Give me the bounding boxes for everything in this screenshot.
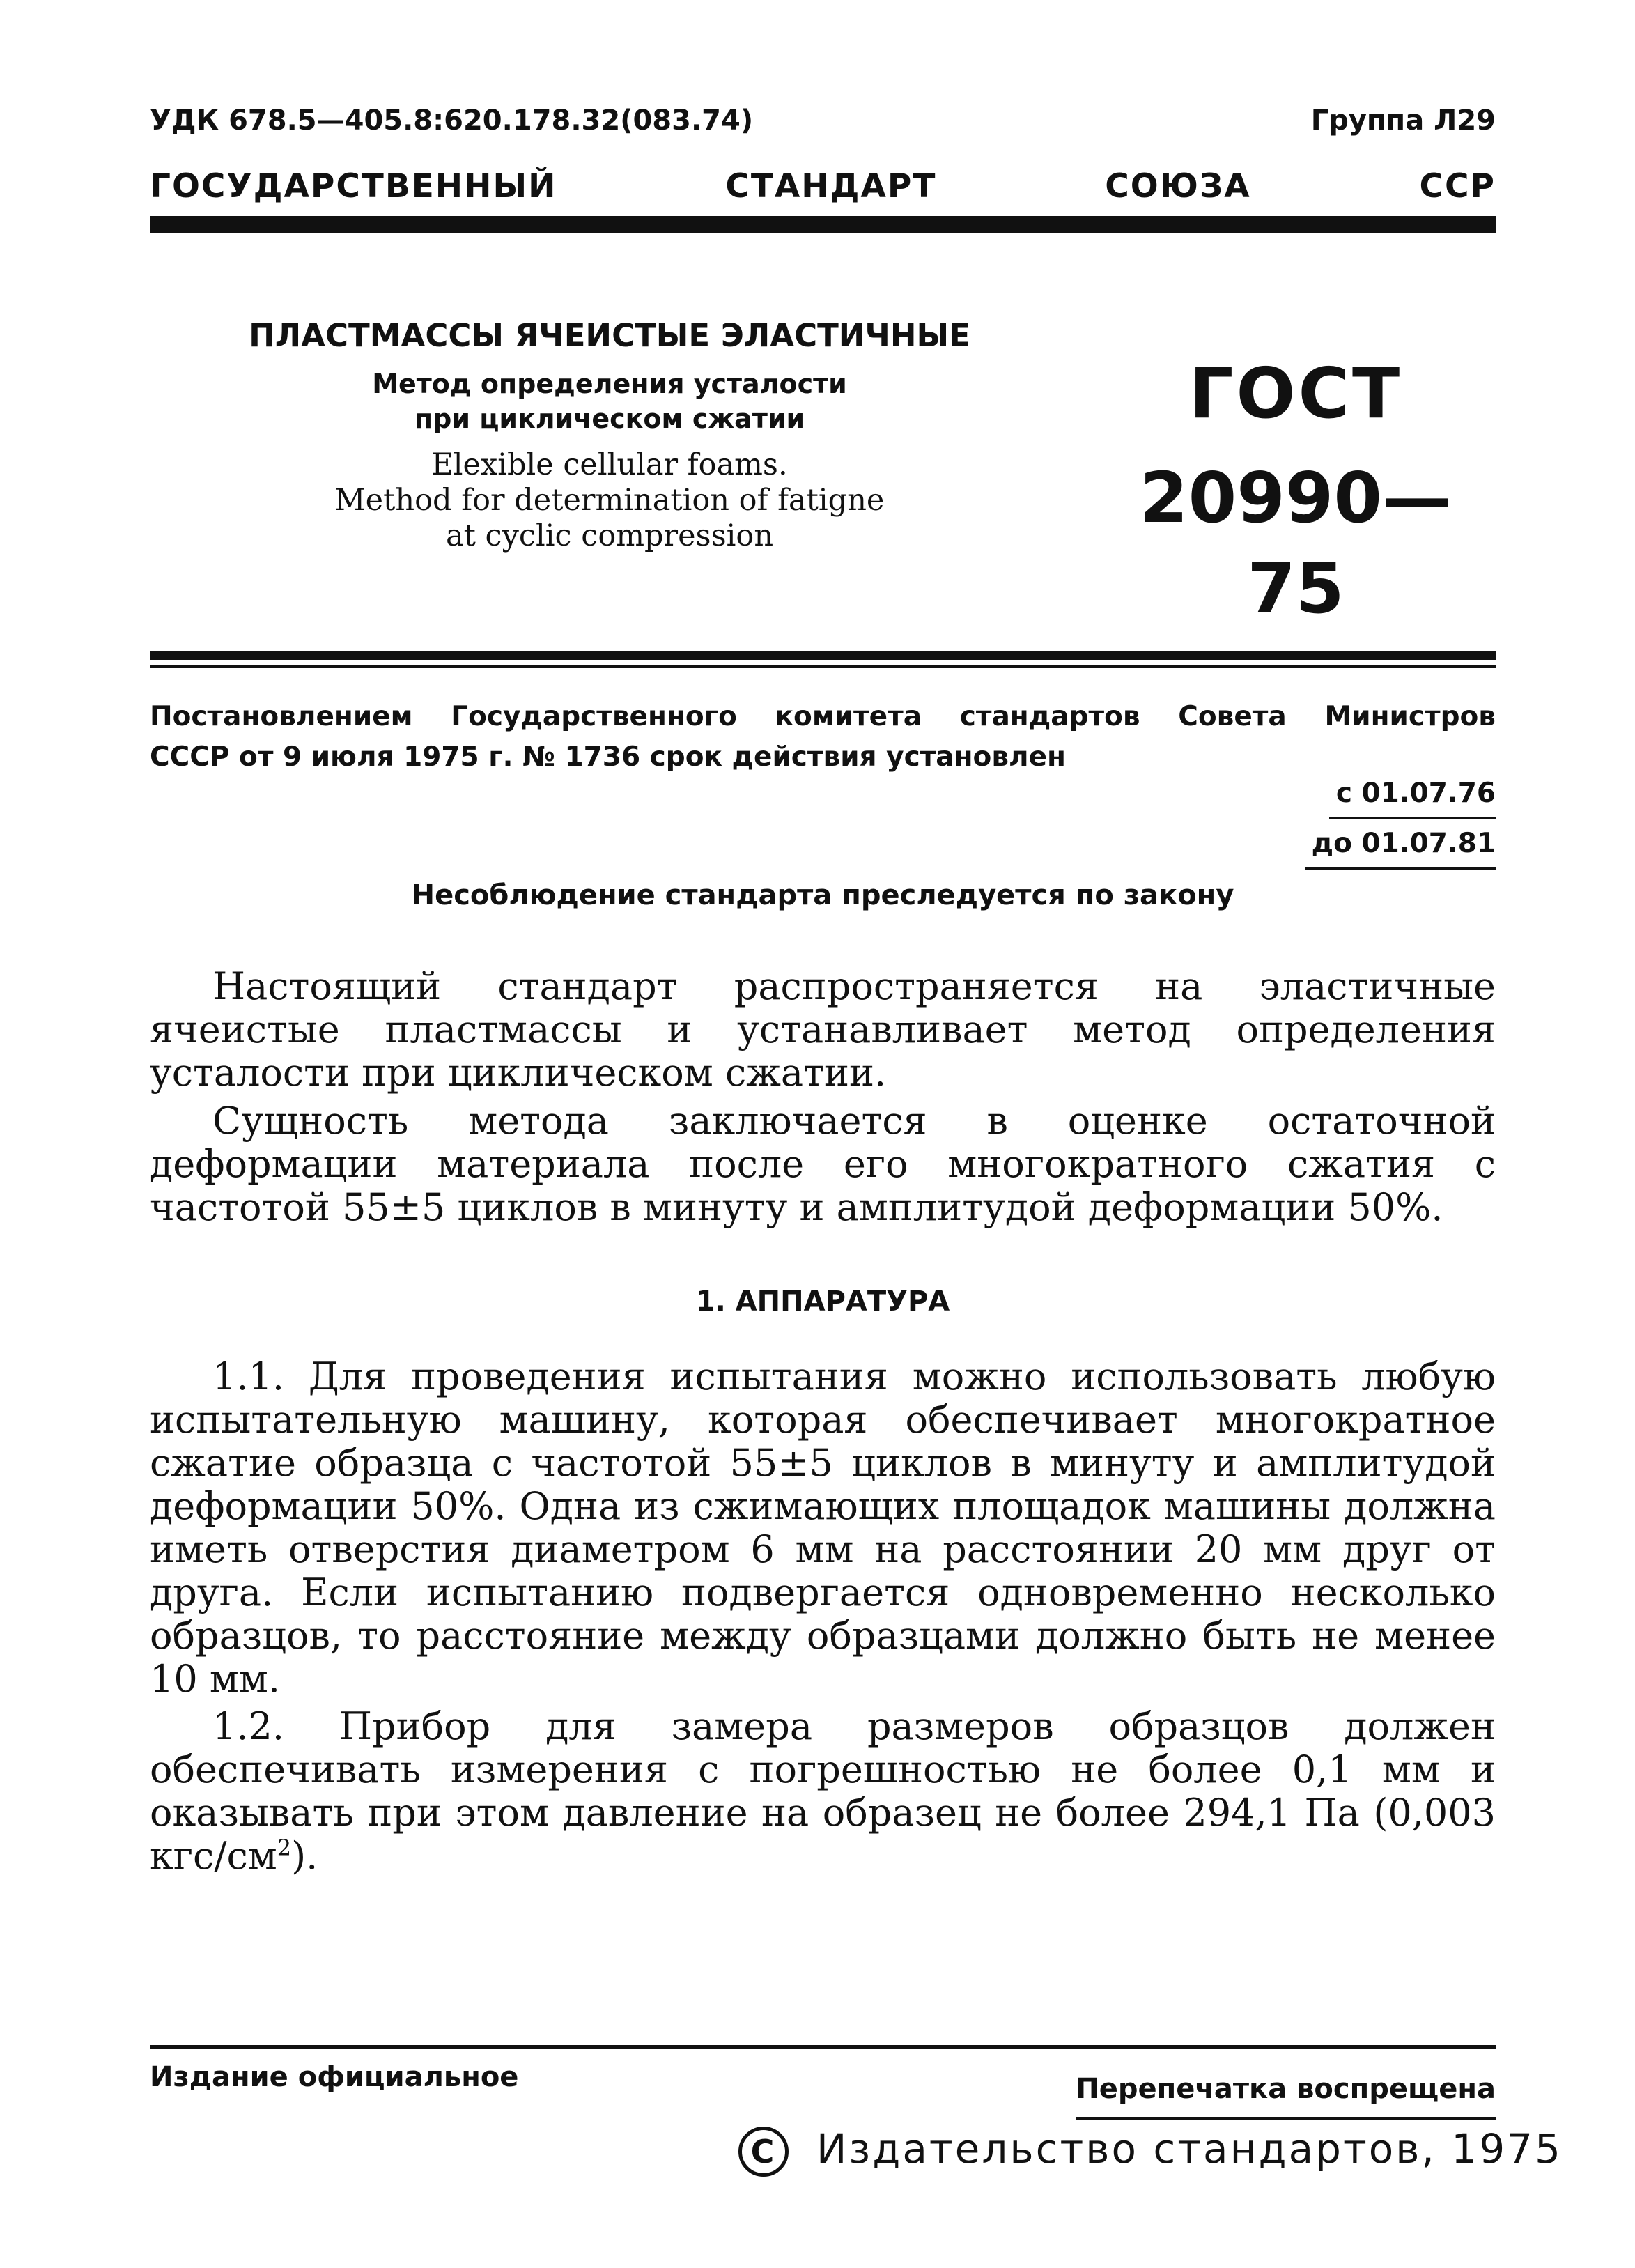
gost-number: 20990—75 xyxy=(1140,457,1452,629)
decree-line-2: СССР от 9 июля 1975 г. № 1736 срок действия установлен xyxy=(150,741,1066,773)
reprint-prohibited: Перепечатка воспрещена xyxy=(1076,2073,1496,2105)
group-code: Группа Л29 xyxy=(1310,105,1496,137)
paragraph-method-essence: Сущность метода заключается в оценке остаточной деформации материала после его многократного сжатия с частотой 55±5 циклов в минуту и амплитудой деформации 50%. xyxy=(150,1099,1496,1229)
decree-text xyxy=(150,697,1496,778)
legal-warning: Несоблюдение стандарта преследуется по закону xyxy=(411,879,1234,911)
banner-word: СТАНДАРТ xyxy=(725,167,937,206)
publisher: Издательство стандартов, 1975 xyxy=(816,2125,1563,2173)
title-block xyxy=(209,317,1010,554)
paragraph-1-2-end: ). xyxy=(291,1834,318,1878)
decree-word: стандартов xyxy=(959,701,1140,732)
document-subtitle-en: Elexible cellular foams. Method for determination of fatigne at cyclic compression xyxy=(334,447,885,553)
decree-word: комитета xyxy=(775,701,922,732)
banner-word: ГОСУДАРСТВЕННЫЙ xyxy=(150,167,557,206)
gost-label: ГОСТ xyxy=(1188,353,1403,434)
copyright-line xyxy=(738,2125,1563,2177)
state-standard-banner xyxy=(150,167,1496,206)
header-rule xyxy=(150,216,1496,233)
decree-word: Совета xyxy=(1178,701,1287,732)
title-rule-thin xyxy=(150,665,1496,668)
paragraph-1-2-text: 1.2. Прибор для замера размеров образцов должен обеспечивать измерения с погрешностью не более 0,1 мм и оказывать при этом давление на образец не более 294,1 Па (0,003 кгс/см xyxy=(150,1704,1496,1878)
date-from: с 01.07.76 xyxy=(1329,773,1496,819)
paragraph-scope: Настоящий стандарт распространяется на эластичные ячеистые пластмассы и устанавливает метод определения усталости при циклическом сжатии. xyxy=(150,964,1496,1095)
decree-word: Постановлением xyxy=(150,701,413,732)
decree-word: Государственного xyxy=(451,701,737,732)
title-rule-thick xyxy=(150,651,1496,660)
section-heading: 1. АППАРАТУРА xyxy=(695,1286,950,1318)
paragraph-1-1: 1.1. Для проведения испытания можно использовать любую испытательную машину, которая обеспечивает многократное сжатие образца с частотой 55±5 циклов в минуту и амплитудой деформации 50%. Одна из сжимающих площадок машины должна иметь отверстия диаметром 6 мм на расстоянии 20 мм друг от друга. Если испытанию подвергается одновременно несколько образцов, то расстояние между образцами должно быть не менее 10 мм. xyxy=(150,1355,1496,1701)
decree-word: Министров xyxy=(1324,701,1496,732)
document-subtitle-ru: Метод определения усталости при циклическом сжатии xyxy=(372,369,847,434)
banner-word: ССР xyxy=(1419,167,1496,206)
udk-code: УДК 678.5—405.8:620.178.32(083.74) xyxy=(150,105,754,137)
copyright-icon: C xyxy=(738,2127,789,2177)
banner-word: СОЮЗА xyxy=(1105,167,1251,206)
paragraph-1-2 xyxy=(150,1705,1496,1878)
official-edition: Издание официальное xyxy=(150,2061,519,2093)
superscript-2: 2 xyxy=(277,1835,292,1861)
document-title: ПЛАСТМАССЫ ЯЧЕИСТЫЕ ЭЛАСТИЧНЫЕ xyxy=(249,317,970,354)
gost-designation xyxy=(1101,348,1491,634)
date-to: до 01.07.81 xyxy=(1305,821,1496,870)
validity-dates xyxy=(1305,773,1496,871)
footer-rule xyxy=(150,2045,1496,2049)
footer-right-rule xyxy=(1076,2117,1496,2120)
